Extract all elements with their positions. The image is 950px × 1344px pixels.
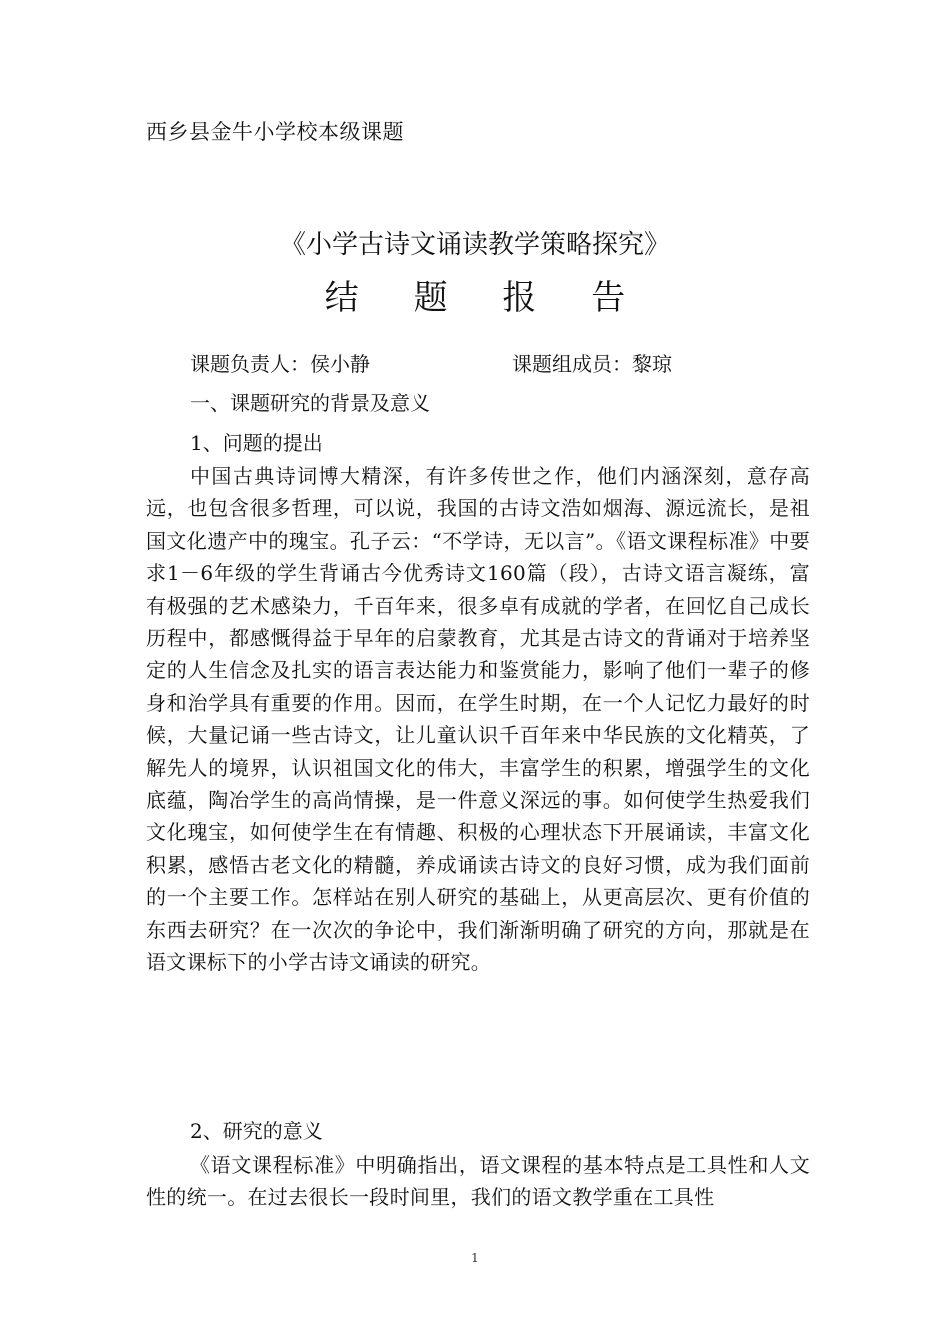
- subsection-1-heading: 1、问题的提出: [190, 431, 323, 455]
- subsection-2-paragraph: 《语文课程标准》中明确指出，语文课程的基本特点是工具性和人文性的统一。在过去很长一段时间里，我们的语文教学重在工具性: [146, 1153, 810, 1210]
- report-subtitle: 结 题 报 告: [324, 278, 648, 318]
- page-number: 1: [471, 1251, 479, 1265]
- school-project-line: 西乡县金牛小学校本级课题: [146, 120, 404, 144]
- project-team-members: 课题组成员：黎琼: [512, 352, 672, 376]
- project-leader: 课题负责人：侯小静: [190, 352, 370, 376]
- subsection-1-paragraph: 中国古典诗词博大精深，有许多传世之作，他们内涵深刻，意存高远，也包含很多哲理，可以说，我国的古诗文浩如烟海、源远流长，是祖国文化遗产中的瑰宝。孔子云：“不学诗，无以言”。《语文课程标准》中要求1－6年级的学生背诵古今优秀诗文160篇（段），古诗文语言凝练，富有极强的艺术感染力，千百年来，很多卓有成就的学者，在回忆自己成长历程中，都感慨得益于早年的启蒙教育，尤其是古诗文的背诵对于培养坚定的人生信念及扎实的语言表达能力和鉴赏能力，影响了他们一辈子的修身和治学具有重要的作用。因而，在学生时期，在一个人记忆力最好的时候，大量记诵一些古诗文，让儿童认识千百年来中华民族的文化精英，了解先人的境界，认识祖国文化的伟大，丰富学生的积累，增强学生的文化底蕴，陶冶学生的高尚情操，是一件意义深远的事。如何使学生热爱我们文化瑰宝，如何使学生在有情趣、积极的心理状态下开展诵读，丰富文化积累，感悟古老文化的精髓，养成诵读古诗文的良好习惯，成为我们面前的一个主要工作。怎样站在别人研究的基础上，从更高层次、更有价值的东西去研究？在一次次的争论中，我们渐渐明确了研究的方向，那就是在语文课标下的小学古诗文诵读的研究。: [146, 464, 810, 975]
- subsection-2-heading: 2、研究的意义: [190, 1119, 323, 1143]
- section-1-heading: 一、课题研究的背景及意义: [190, 391, 430, 415]
- project-members: [190, 348, 672, 377]
- report-title: 《小学古诗文诵读教学策略探究》: [279, 230, 670, 260]
